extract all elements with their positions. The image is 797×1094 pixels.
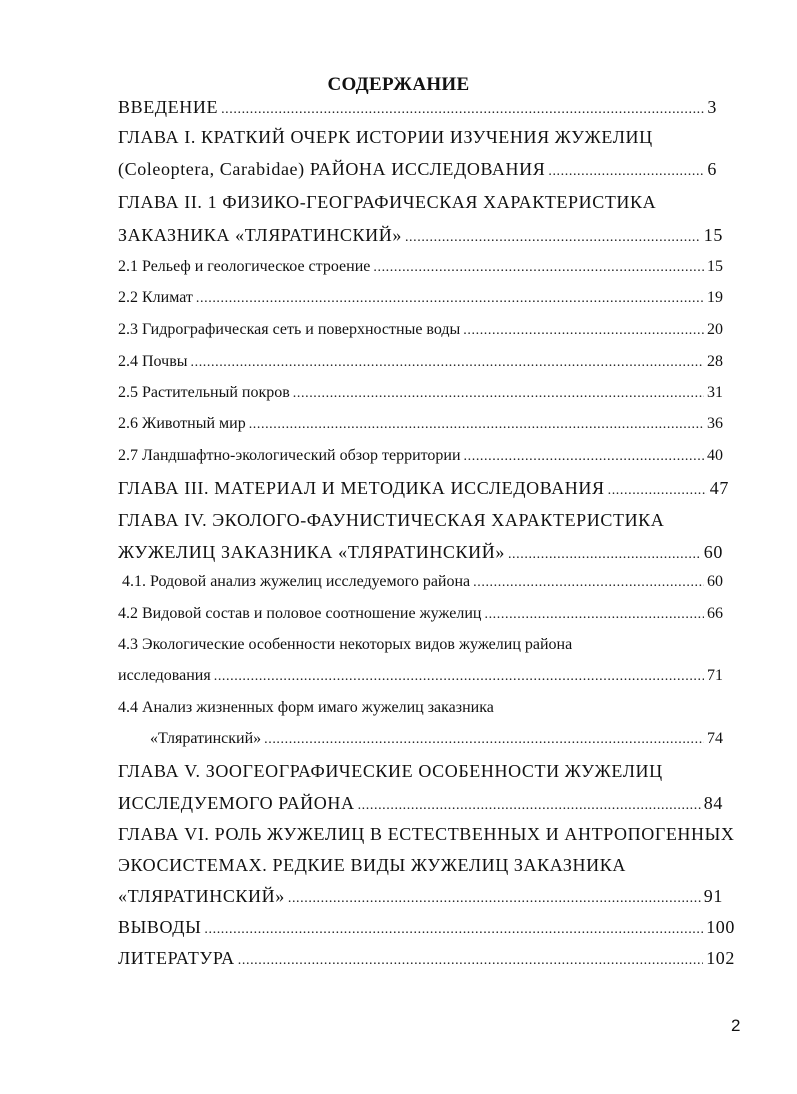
toc-page-number: 47 <box>709 478 729 498</box>
dot-leader <box>221 103 704 117</box>
dot-leader <box>249 418 704 432</box>
toc-entry-4-4 <box>150 731 723 747</box>
toc-chapter-2-line1: ГЛАВА II. 1 ФИЗИКО-ГЕОГРАФИЧЕСКАЯ ХАРАКТЕРИСТИКА <box>118 192 657 212</box>
toc-section-4-4-line1: 4.4 Анализ жизненных форм имаго жужелиц заказника <box>118 699 494 716</box>
dot-leader <box>484 608 704 622</box>
dot-leader <box>264 733 704 747</box>
toc-entry-2-7 <box>118 448 723 464</box>
toc-page-number: 40 <box>707 447 723 464</box>
toc-entry-text: ЖУЖЕЛИЦ ЗАКАЗНИКА «ТЛЯРАТИНСКИЙ» <box>118 542 505 562</box>
dot-leader <box>204 923 703 937</box>
toc-entry-2-3 <box>118 322 723 338</box>
toc-page-number: 31 <box>707 384 723 401</box>
toc-entry-text: исследования <box>118 667 211 684</box>
dot-leader <box>288 892 701 906</box>
toc-entry-intro <box>118 98 717 117</box>
toc-entry-text: 2.5 Растительный покров <box>118 384 290 401</box>
toc-entry-text: 2.6 Животный мир <box>118 415 246 432</box>
toc-entry-text: 4.2 Видовой состав и половое соотношение жужелиц <box>118 605 482 622</box>
page-title: СОДЕРЖАНИЕ <box>327 74 470 95</box>
toc-entry-text: «ТЛЯРАТИНСКИЙ» <box>118 886 285 906</box>
toc-page-number: 84 <box>703 793 723 813</box>
dot-leader <box>214 670 704 684</box>
toc-page-number: 3 <box>707 97 717 117</box>
toc-entry-conclusions <box>118 918 735 937</box>
toc-chapter-5-line1: ГЛАВА V. ЗООГЕОГРАФИЧЕСКИЕ ОСОБЕННОСТИ ЖУЖЕЛИЦ <box>118 761 663 781</box>
toc-page-number: 102 <box>706 948 735 968</box>
dot-leader <box>463 324 704 338</box>
toc-entry-text: «Тляратинский» <box>150 730 262 747</box>
dot-leader <box>508 548 701 562</box>
toc-entry-4-2 <box>118 606 723 622</box>
toc-section-4-3-line1: 4.3 Экологические особенности некоторых видов жужелиц района <box>118 636 573 653</box>
toc-entry-text: ВЫВОДЫ <box>118 917 202 937</box>
toc-entry-2-1 <box>118 259 723 275</box>
toc-entry-chapter-3 <box>118 479 729 498</box>
toc-entry-4-3 <box>118 668 723 684</box>
toc-entry-text: ЛИТЕРАТУРА <box>118 948 235 968</box>
toc-page-number: 36 <box>707 415 723 432</box>
toc-page-number: 60 <box>707 573 723 590</box>
toc-chapter-6-line2: ЭКОСИСТЕМАХ. РЕДКИЕ ВИДЫ ЖУЖЕЛИЦ ЗАКАЗНИКА <box>118 855 626 875</box>
toc-entry-2-4 <box>118 354 723 370</box>
toc-chapter-4-line1: ГЛАВА IV. ЭКОЛОГО-ФАУНИСТИЧЕСКАЯ ХАРАКТЕРИСТИКА <box>118 510 665 530</box>
dot-leader <box>238 954 703 968</box>
toc-entry-text: 4.1. Родовой анализ жужелиц исследуемого района <box>122 573 471 590</box>
toc-entry-chapter-4 <box>118 543 723 562</box>
toc-chapter-1-line1: ГЛАВА I. КРАТКИЙ ОЧЕРК ИСТОРИИ ИЗУЧЕНИЯ ЖУЖЕЛИЦ <box>118 127 653 147</box>
toc-page-number: 74 <box>707 730 723 747</box>
toc-page-number: 15 <box>707 258 723 275</box>
dot-leader <box>358 799 701 813</box>
toc-entry-2-2 <box>118 290 723 306</box>
toc-page-number: 100 <box>706 917 735 937</box>
toc-page-number: 20 <box>707 321 723 338</box>
toc-entry-text: 2.2 Климат <box>118 289 193 306</box>
toc-entry-text: ГЛАВА III. МАТЕРИАЛ И МЕТОДИКА ИССЛЕДОВАНИЯ <box>118 478 605 498</box>
toc-page-number: 71 <box>707 667 723 684</box>
toc-page-number: 6 <box>707 159 717 179</box>
dot-leader <box>191 356 705 370</box>
toc-entry-text: (Coleoptera, Carabidae) РАЙОНА ИССЛЕДОВАНИЯ <box>118 159 546 179</box>
dot-leader <box>293 387 704 401</box>
toc-page-number: 15 <box>703 225 723 245</box>
toc-entry-chapter-1 <box>118 160 717 179</box>
toc-entry-text: ВВЕДЕНИЕ <box>118 97 219 117</box>
toc-page-number: 19 <box>707 289 723 306</box>
toc-page-number: 60 <box>703 542 723 562</box>
dot-leader <box>196 292 704 306</box>
dot-leader <box>548 165 704 179</box>
toc-entry-text: 2.4 Почвы <box>118 353 188 370</box>
toc-entry-text: 2.3 Гидрографическая сеть и поверхностные воды <box>118 321 461 338</box>
toc-entry-text: ЗАКАЗНИКА «ТЛЯРАТИНСКИЙ» <box>118 225 402 245</box>
dot-leader <box>473 576 704 590</box>
toc-entry-chapter-5 <box>118 794 723 813</box>
dot-leader <box>464 450 704 464</box>
toc-entry-4-1 <box>122 574 723 590</box>
toc-entry-2-5 <box>118 385 723 401</box>
dot-leader <box>373 261 704 275</box>
toc-entry-text: 2.7 Ландшафтно-экологический обзор территории <box>118 447 461 464</box>
toc-entry-chapter-6 <box>118 887 723 906</box>
dot-leader <box>405 231 701 245</box>
dot-leader <box>608 484 707 498</box>
toc-entry-2-6 <box>118 416 723 432</box>
toc-entry-text: 2.1 Рельеф и геологическое строение <box>118 258 371 275</box>
toc-page-number: 28 <box>707 353 723 370</box>
page-number: 2 <box>731 1016 741 1035</box>
toc-chapter-6-line1: ГЛАВА VI. РОЛЬ ЖУЖЕЛИЦ В ЕСТЕСТВЕННЫХ И АНТРОПОГЕННЫХ <box>118 824 735 844</box>
toc-entry-literature <box>118 949 735 968</box>
toc-entry-chapter-2 <box>118 226 723 245</box>
toc-page-number: 66 <box>707 605 723 622</box>
toc-entry-text: ИССЛЕДУЕМОГО РАЙОНА <box>118 793 355 813</box>
toc-page-number: 91 <box>703 886 723 906</box>
